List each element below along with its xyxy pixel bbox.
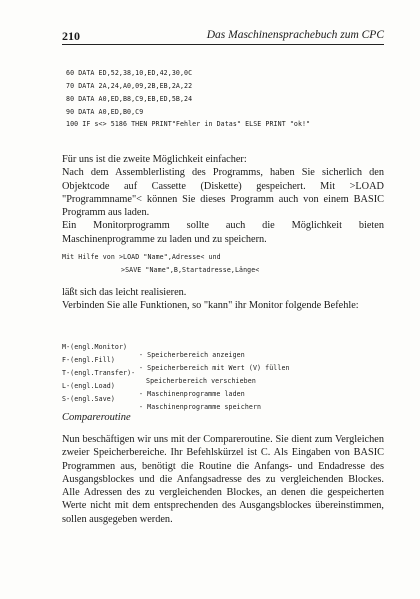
command-key: M-(engl.Monitor) [62,343,128,351]
example-line-1: Mit Hilfe von >LOAD "Name",Adresse< und [62,253,221,261]
command-row [62,335,245,359]
command-key: S-(engl.Save) [62,395,115,403]
command-desc: - Maschinenprogramme laden [139,390,245,398]
command-desc: - Speicherbereich anzeigen [139,351,245,359]
command-key: L-(engl.Load) [62,382,115,390]
second-paragraph [62,286,384,313]
page-header [62,30,384,45]
command-desc: - Maschinenprogramme speichern [139,403,262,411]
code-line: 70 DATA 2A,24,A0,09,2B,EB,2A,22 [66,82,193,90]
intro-paragraph [62,153,384,246]
example-line-2: >SAVE "Name",B,Startadresse,Länge< [121,266,260,274]
text-paragraph: Verbinden Sie alle Funktionen, so "kann" ihr Monitor folgende Befehle: [62,300,359,312]
text-paragraph: Ein Monitorprogramm sollte auch die Möglichkeit bieten Maschinenprogramme zu laden und zu speichern. [62,220,384,245]
code-line: 100 IF s<> 5186 THEN PRINT"Fehler in Datas" ELSE PRINT "ok!" [66,120,311,128]
section-heading: Compareroutine [62,412,131,423]
command-desc: - Speicherbereich mit Wert (V) füllen [139,364,290,372]
text-line: Für uns ist die zweite Möglichkeit einfacher: [62,154,247,165]
compare-paragraph [62,433,384,526]
running-title: Das Maschinensprachebuch zum CPC [206,29,384,41]
command-list [62,335,384,411]
code-line: 90 DATA A0,ED,B0,C9 [66,108,144,116]
basic-code-listing [66,69,386,129]
text-paragraph: Nun beschäftigen wir uns mit der Compareroutine. Sie dient zum Vergleichen zweier Speicherbereiche. Ihr Befehlskürzel ist C. Als Eingaben von BASIC Programmen aus, benötigt die Routine die Anfangs- und Endadresse des Ausgangsblockes und die Anfangsadresse des zu vergleichenden Blockes. Alle Adressen des zu vergleichenden Blockes, an denen die gespeicherten Werte nicht mit dem entsprechenden des Ausgangsblockes übereinstimmen, sollen ausgegeben werden. [62,434,384,525]
command-key: T-(engl.Transfer)- [62,369,136,377]
command-key: F-(engl.Fill) [62,356,115,364]
command-desc: Speicherbereich verschieben [146,377,256,385]
page-number: 210 [62,29,80,43]
text-line: läßt sich das leicht realisieren. [62,287,187,298]
code-line: 80 DATA A0,ED,B8,C9,EB,ED,5B,24 [66,95,193,103]
text-paragraph: Nach dem Assemblerlisting des Programms, haben Sie sicherlich den Objektcode auf Cassette (Diskette) gespeichert. Mit >LOAD "Programmname"< können Sie dieses Programm auch von einem BASIC Programm aus laden. [62,167,384,219]
code-line: 60 DATA ED,52,38,10,ED,42,30,0C [66,69,193,77]
